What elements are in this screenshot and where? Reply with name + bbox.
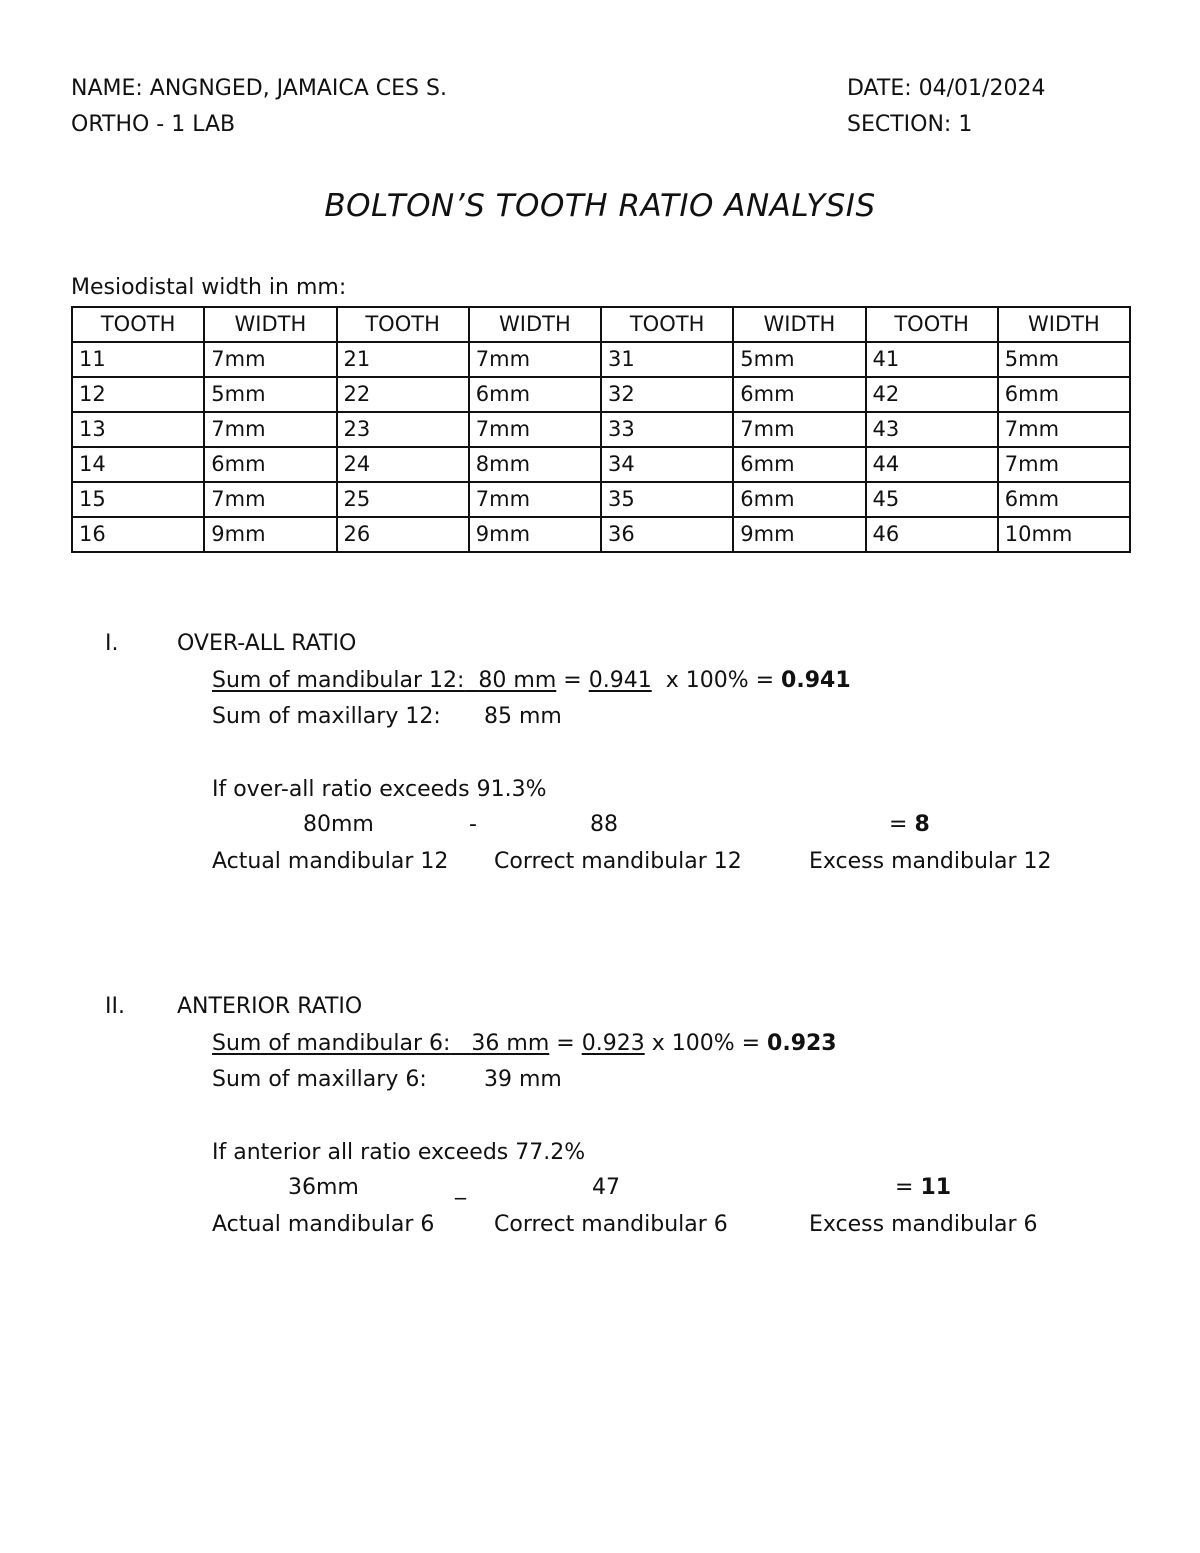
column-header: WIDTH xyxy=(204,307,336,342)
table-cell: 9mm xyxy=(469,517,601,552)
table-cell: 7mm xyxy=(469,482,601,517)
correct-value: 88 xyxy=(590,812,618,837)
section-heading: ANTERIOR RATIO xyxy=(177,994,363,1019)
page-title: BOLTON’S TOOTH RATIO ANALYSIS xyxy=(324,188,876,224)
table-cell: 7mm xyxy=(469,342,601,377)
table-cell: 6mm xyxy=(204,447,336,482)
excess-label: Excess mandibular 6 xyxy=(809,1212,1038,1237)
table-cell: 6mm xyxy=(998,377,1130,412)
table-row xyxy=(72,517,1130,552)
table-cell: 41 xyxy=(866,342,998,377)
table-cell: 16 xyxy=(72,517,204,552)
ratio-value: 0.941 xyxy=(588,668,652,693)
actual-label: Actual mandibular 6 xyxy=(212,1212,435,1237)
equals-sign: = xyxy=(556,1031,575,1056)
table-cell: 26 xyxy=(337,517,469,552)
table-cell: 6mm xyxy=(998,482,1130,517)
table-cell: 11 xyxy=(72,342,204,377)
correct-value: 47 xyxy=(592,1175,620,1200)
excess-result xyxy=(895,1175,951,1200)
maxillary-sum-value: 39 mm xyxy=(484,1067,562,1092)
table-row xyxy=(72,412,1130,447)
equals-sign: = xyxy=(895,1175,914,1200)
column-header: WIDTH xyxy=(469,307,601,342)
mandibular-sum-label: Sum of mandibular 12: xyxy=(212,668,465,693)
table-row xyxy=(72,447,1130,482)
section-label: SECTION: 1 xyxy=(847,112,973,137)
table-cell: 6mm xyxy=(733,377,865,412)
equals-sign: = xyxy=(563,668,582,693)
date-label: DATE: 04/01/2024 xyxy=(847,76,1046,101)
table-cell: 7mm xyxy=(204,482,336,517)
table-cell: 35 xyxy=(601,482,733,517)
table-caption: Mesiodistal width in mm: xyxy=(71,275,347,300)
table-cell: 21 xyxy=(337,342,469,377)
actual-value: 80mm xyxy=(303,812,374,837)
mandibular-sum-line xyxy=(212,1031,837,1056)
table-cell: 34 xyxy=(601,447,733,482)
mandibular-sum-value: 36 mm xyxy=(471,1031,550,1056)
table-cell: 43 xyxy=(866,412,998,447)
excess-value: 11 xyxy=(920,1175,952,1200)
column-header: TOOTH xyxy=(72,307,204,342)
table-cell: 24 xyxy=(337,447,469,482)
table-cell: 15 xyxy=(72,482,204,517)
table-cell: 5mm xyxy=(733,342,865,377)
section-numeral: II. xyxy=(105,994,125,1019)
table-row xyxy=(72,482,1130,517)
maxillary-sum-label: Sum of maxillary 6: xyxy=(212,1067,427,1092)
table-cell: 5mm xyxy=(998,342,1130,377)
excess-condition: If over-all ratio exceeds 91.3% xyxy=(212,777,547,802)
correct-label: Correct mandibular 12 xyxy=(494,849,742,874)
table-header-row xyxy=(72,307,1130,342)
percent-multiplier: x 100% = xyxy=(665,668,775,693)
table-cell: 25 xyxy=(337,482,469,517)
table-cell: 32 xyxy=(601,377,733,412)
table-cell: 6mm xyxy=(733,482,865,517)
column-header: TOOTH xyxy=(337,307,469,342)
tooth-width-table xyxy=(71,306,1131,553)
table-cell: 14 xyxy=(72,447,204,482)
table-cell: 12 xyxy=(72,377,204,412)
excess-value: 8 xyxy=(914,812,930,837)
table-cell: 7mm xyxy=(204,342,336,377)
table-cell: 7mm xyxy=(469,412,601,447)
table-cell: 46 xyxy=(866,517,998,552)
table-cell: 44 xyxy=(866,447,998,482)
student-name: NAME: ANGNGED, JAMAICA CES S. xyxy=(71,76,447,101)
section-numeral: I. xyxy=(105,631,119,656)
ratio-result: 0.923 xyxy=(767,1031,837,1056)
table-row xyxy=(72,377,1130,412)
excess-label: Excess mandibular 12 xyxy=(809,849,1052,874)
actual-value: 36mm xyxy=(288,1175,359,1200)
table-cell: 8mm xyxy=(469,447,601,482)
table-cell: 23 xyxy=(337,412,469,447)
table-cell: 9mm xyxy=(733,517,865,552)
table-cell: 33 xyxy=(601,412,733,447)
section-heading: OVER-ALL RATIO xyxy=(177,631,357,656)
actual-label: Actual mandibular 12 xyxy=(212,849,449,874)
table-cell: 5mm xyxy=(204,377,336,412)
column-header: WIDTH xyxy=(998,307,1130,342)
excess-result xyxy=(889,812,930,837)
maxillary-sum-value: 85 mm xyxy=(484,704,562,729)
correct-label: Correct mandibular 6 xyxy=(494,1212,728,1237)
table-cell: 36 xyxy=(601,517,733,552)
table-row xyxy=(72,342,1130,377)
percent-multiplier: x 100% = xyxy=(651,1031,761,1056)
table-cell: 31 xyxy=(601,342,733,377)
course-label: ORTHO - 1 LAB xyxy=(71,112,236,137)
ratio-value: 0.923 xyxy=(581,1031,645,1056)
table-cell: 7mm xyxy=(204,412,336,447)
minus-sign: _ xyxy=(455,1175,466,1200)
table-cell: 7mm xyxy=(733,412,865,447)
ratio-result: 0.941 xyxy=(781,668,851,693)
table-cell: 10mm xyxy=(998,517,1130,552)
table-cell: 13 xyxy=(72,412,204,447)
table-cell: 9mm xyxy=(204,517,336,552)
table-cell: 6mm xyxy=(469,377,601,412)
equals-sign: = xyxy=(889,812,908,837)
column-header: TOOTH xyxy=(866,307,998,342)
column-header: WIDTH xyxy=(733,307,865,342)
maxillary-sum-label: Sum of maxillary 12: xyxy=(212,704,441,729)
table-cell: 7mm xyxy=(998,447,1130,482)
table-cell: 42 xyxy=(866,377,998,412)
mandibular-sum-label: Sum of mandibular 6: xyxy=(212,1031,451,1056)
column-header: TOOTH xyxy=(601,307,733,342)
table-cell: 45 xyxy=(866,482,998,517)
excess-condition: If anterior all ratio exceeds 77.2% xyxy=(212,1140,586,1165)
table-cell: 6mm xyxy=(733,447,865,482)
mandibular-sum-value: 80 mm xyxy=(478,668,557,693)
minus-sign: - xyxy=(469,812,477,837)
table-cell: 7mm xyxy=(998,412,1130,447)
table-cell: 22 xyxy=(337,377,469,412)
mandibular-sum-line xyxy=(212,668,851,693)
